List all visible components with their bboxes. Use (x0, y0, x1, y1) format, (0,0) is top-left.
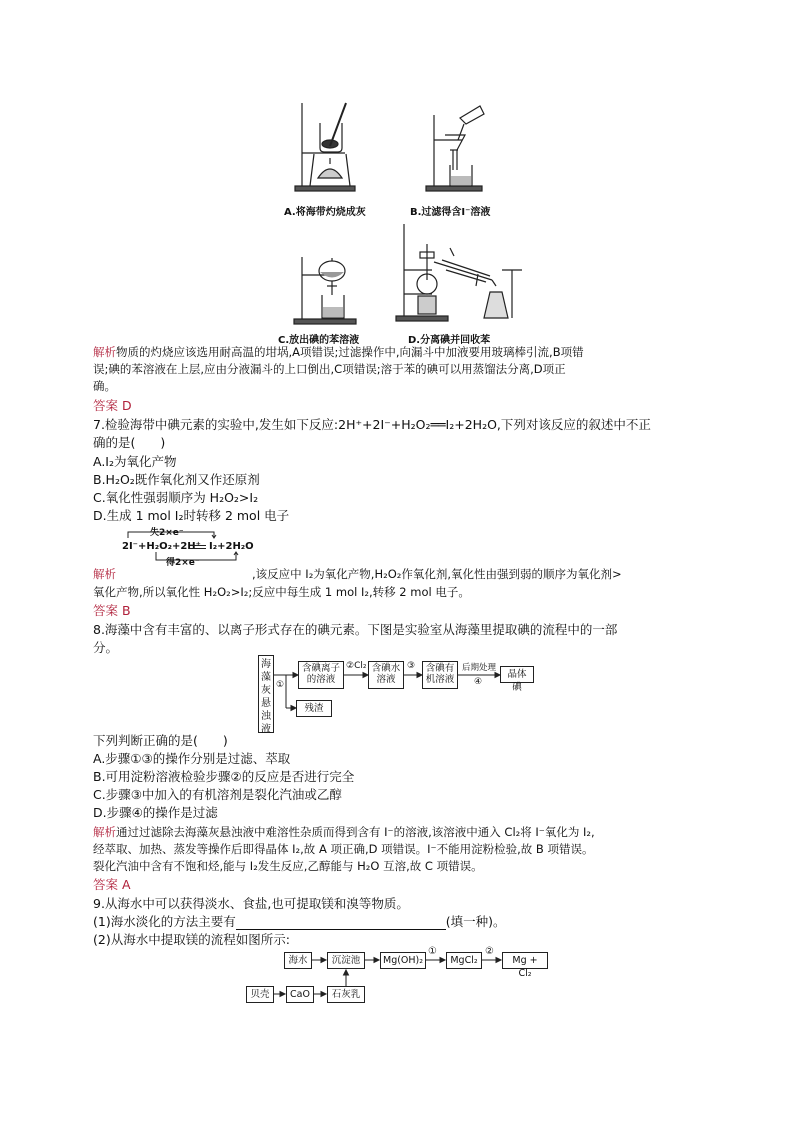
figure-c-caption: C.放出碘的苯溶液 (278, 335, 360, 346)
flow-step-3-label: ③ (407, 661, 416, 671)
q6-analysis-line-2: 误;碘的苯溶液在上层,应由分液漏斗的上口倒出,C项错误;溶于苯的碘可以用蒸馏法分离,D项正 (93, 362, 566, 376)
filtration-apparatus-illustration (420, 100, 490, 198)
flow-box-iodine-water: 含碘水溶液 (368, 661, 404, 689)
q8-question: 下列判断正确的是( ) (93, 733, 228, 748)
flow-lime-milk: 石灰乳 (327, 986, 365, 1003)
burning-apparatus-illustration (290, 98, 360, 198)
flow-step-1-label: ① (276, 680, 285, 690)
q8-stem-line-2: 分。 (93, 640, 119, 655)
q7-option-a: A.I₂为氧化产物 (93, 454, 177, 469)
flow-box-iodine-organic: 含碘有机溶液 (422, 661, 458, 689)
flow-settling-tank: 沉淀池 (327, 952, 365, 969)
figure-b-caption: B.过滤得含I⁻溶液 (410, 207, 491, 218)
flow-mgoh2: Mg(OH)₂ (380, 952, 426, 969)
q9-answer-blank[interactable] (236, 917, 446, 930)
flow-seawater: 海水 (284, 952, 312, 969)
q8-option-d: D.步骤④的操作是过滤 (93, 805, 218, 820)
flow-step-2-label: ②Cl₂ (346, 661, 367, 671)
flow-shell: 贝壳 (246, 986, 274, 1003)
q6-analysis-line-1: 解析物质的灼烧应该选用耐高温的坩埚,A项错误;过滤操作中,向漏斗中加液要用玻璃棒引流,B项错 (93, 345, 584, 359)
flow-step-4-label: ④ (474, 677, 483, 687)
q9-stem: 9.从海水中可以获得淡水、食盐,也可提取镁和溴等物质。 (93, 896, 409, 911)
electron-lose-label: 失2×e⁻ (150, 528, 184, 538)
figure-d-caption: D.分离碘并回收苯 (408, 335, 491, 346)
q7-stem-line-1: 7.检验海带中碘元素的实验中,发生如下反应:2H⁺+2I⁻+H₂O₂══I₂+2H₂O,下列对该反应的叙述中不正 (93, 417, 651, 432)
q7-analysis-line-2: 氧化产物,所以氧化性 H₂O₂>I₂;反应中每生成 1 mol I₂,转移 2 mol 电子。 (93, 585, 470, 599)
q7-analysis-line-1: ,该反应中 I₂为氧化产物,H₂O₂作氧化剂,氧化性由强到弱的顺序为氧化剂> (252, 567, 622, 581)
flow-cao: CaO (286, 986, 314, 1003)
q7-option-c: C.氧化性强弱顺序为 H₂O₂>I₂ (93, 490, 259, 505)
mg-flow-step-2: ② (485, 946, 494, 957)
q8-analysis-line-3: 裂化汽油中含有不饱和烃,能与 I₂发生反应,乙醇能与 H₂O 互溶,故 C 项错误。 (93, 859, 483, 873)
electron-gain-label: 得2×e⁻ (166, 558, 200, 568)
q6-analysis-label: 解析 (93, 345, 116, 359)
flow-box-crystal-iodine: 晶体碘 (500, 666, 534, 683)
flow-box-residue: 残渣 (296, 700, 332, 717)
flow-mgcl2: MgCl₂ (446, 952, 482, 969)
q9-part-2: (2)从海水中提取镁的流程如图所示: (93, 932, 290, 947)
q8-option-a: A.步骤①③的操作分别是过滤、萃取 (93, 751, 291, 766)
equals-sign (190, 545, 206, 549)
flow-mg-cl2: Mg + Cl₂ (502, 952, 548, 969)
mg-flow-step-1: ① (428, 946, 437, 957)
figure-a-caption: A.将海带灼烧成灰 (284, 207, 366, 218)
q7-analysis-label: 解析 (93, 567, 116, 581)
magnesium-flow-arrows (270, 950, 510, 1000)
distillation-apparatus-illustration (392, 222, 532, 327)
q8-analysis-line-1: 解析通过过滤除去海藻灰悬浊液中难溶性杂质而得到含有 I⁻的溶液,该溶液中通入 Cl₂将 I⁻氧化为 I₂, (93, 825, 595, 839)
q9-part-1: (1)海水淡化的方法主要有 (填一种)。 (93, 914, 506, 929)
q7-option-b: B.H₂O₂既作氧化剂又作还原剂 (93, 472, 260, 487)
q7-stem-line-2: 确的是( ) (93, 435, 166, 450)
q7-option-d: D.生成 1 mol I₂时转移 2 mol 电子 (93, 508, 290, 523)
q8-answer: 答案 A (93, 877, 131, 892)
equation-products: I₂+2H₂O (209, 541, 254, 552)
q6-analysis-line-3: 确。 (93, 379, 116, 393)
q7-answer: 答案 B (93, 603, 131, 618)
separatory-funnel-illustration (290, 255, 370, 327)
equation-reactants: 2I⁻+H₂O₂+2H⁺ (122, 541, 201, 552)
q8-option-c: C.步骤③中加入的有机溶剂是裂化汽油或乙醇 (93, 787, 342, 802)
flow-box-iodide-solution: 含碘离子的溶液 (298, 661, 344, 689)
q8-option-b: B.可用淀粉溶液检验步骤②的反应是否进行完全 (93, 769, 355, 784)
q8-stem-line-1: 8.海藻中含有丰富的、以离子形式存在的碘元素。下图是实验室从海藻里提取碘的流程中的一部 (93, 622, 618, 637)
flow-start-box: 海藻灰悬浊液 (258, 655, 274, 733)
flow-step-4-top-label: 后期处理 (462, 663, 497, 673)
q8-analysis-line-2: 经萃取、加热、蒸发等操作后即得晶体 I₂,故 A 项正确,D 项错误。I⁻不能用淀粉检验,故 B 项错误。 (93, 842, 594, 856)
q8-analysis-label: 解析 (93, 825, 116, 839)
q6-answer: 答案 D (93, 398, 132, 413)
